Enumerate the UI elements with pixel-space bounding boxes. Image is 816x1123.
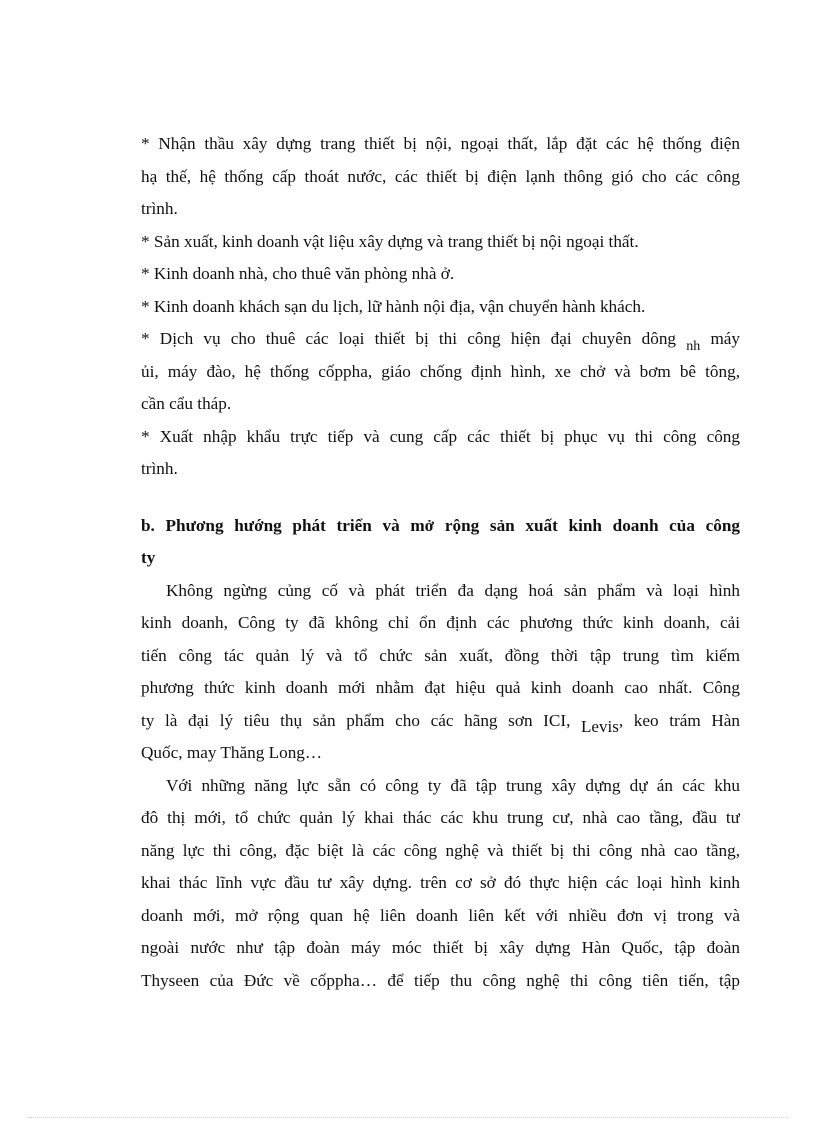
- paragraph-line: Quốc, may Thăng Long…: [141, 743, 323, 762]
- stray-fragment: nh: [686, 339, 701, 354]
- section-gap: [141, 486, 740, 510]
- section-heading: b. Phương hướng phát triển và mở rộng sản xuất kinh doanh của công: [141, 515, 740, 535]
- paragraph-line: ngoài nước như tập đoàn máy móc thiết bị xây dựng Hàn Quốc, tập đoàn: [141, 938, 740, 957]
- paragraph-line: tiến công tác quản lý và tổ chức sản xuất, đồng thời tập trung tìm kiếm: [141, 645, 740, 665]
- paragraph-line: khai thác lĩnh vực đầu tư xây dựng. trên cơ sở đó thực hiện các loại hình kinh: [141, 873, 740, 892]
- paragraph-text-end: , keo trám Hàn: [618, 710, 740, 730]
- bullet-line: ủi, máy đào, hệ thống cốppha, giáo chống định hình, xe chở và bơm bê tông,: [141, 361, 740, 381]
- paragraph-line: [141, 705, 740, 738]
- paragraph-line: đô thị mới, tổ chức quản lý khai thác các khu trung cư, nhà cao tầng, đầu tư: [141, 808, 740, 827]
- paragraph-line: Với những năng lực sẵn có công ty đã tập trung xây dựng dự án các khu: [166, 775, 740, 795]
- brand-name: Levis: [581, 716, 619, 736]
- paragraph-line: doanh mới, mở rộng quan hệ liên doanh liên kết với nhiều đơn vị trong và: [141, 905, 740, 925]
- paragraph-line: Thyseen của Đức về cốppha… để tiếp thu công nghệ thi công tiên tiến, tập: [141, 970, 740, 990]
- bullet-line: trình.: [141, 199, 178, 218]
- bullet-line: * Xuất nhập khẩu trực tiếp và cung cấp các thiết bị phục vụ thi công công: [141, 426, 740, 446]
- bullet-line: * Kinh doanh khách sạn du lịch, lữ hành nội địa, vận chuyển hành khách.: [141, 296, 646, 316]
- bullet-text: * Dịch vụ cho thuê các loại thiết bị thi công hiện đại chuyên dông: [141, 329, 677, 348]
- bullet-line: trình.: [141, 459, 178, 478]
- paragraph-line: Không ngừng củng cố và phát triển đa dạng hoá sản phẩm và loại hình: [166, 580, 740, 600]
- bullet-line: [141, 323, 740, 356]
- bullet-line: hạ thế, hệ thống cấp thoát nước, các thiết bị điện lạnh thông gió cho các công: [141, 166, 740, 186]
- paragraph-line: năng lực thi công, đặc biệt là các công nghệ và thiết bị thi công nhà cao tầng,: [141, 840, 740, 860]
- bullet-text-end: máy: [710, 329, 740, 348]
- bullet-line: cần cẩu tháp.: [141, 394, 232, 413]
- section-heading: ty: [141, 548, 156, 567]
- paragraph-line: kinh doanh, Công ty đã không chỉ ổn định các phương thức kinh doanh, cải: [141, 613, 740, 632]
- document-page: [141, 128, 740, 997]
- paragraph-text: ty là đại lý tiêu thụ sản phẩm cho các hãng sơn ICI,: [141, 710, 571, 730]
- page-bottom-rule: [28, 1117, 788, 1118]
- bullet-line: * Sản xuất, kinh doanh vật liệu xây dựng và trang thiết bị nội ngoại thất.: [141, 231, 639, 251]
- bullet-line: * Kinh doanh nhà, cho thuê văn phòng nhà ở.: [141, 264, 455, 283]
- bullet-line: * Nhận thầu xây dựng trang thiết bị nội, ngoại thất, lắp đặt các hệ thống điện: [141, 134, 740, 153]
- paragraph-line: phương thức kinh doanh mới nhằm đạt hiệu quả kinh doanh cao nhất. Công: [141, 678, 740, 697]
